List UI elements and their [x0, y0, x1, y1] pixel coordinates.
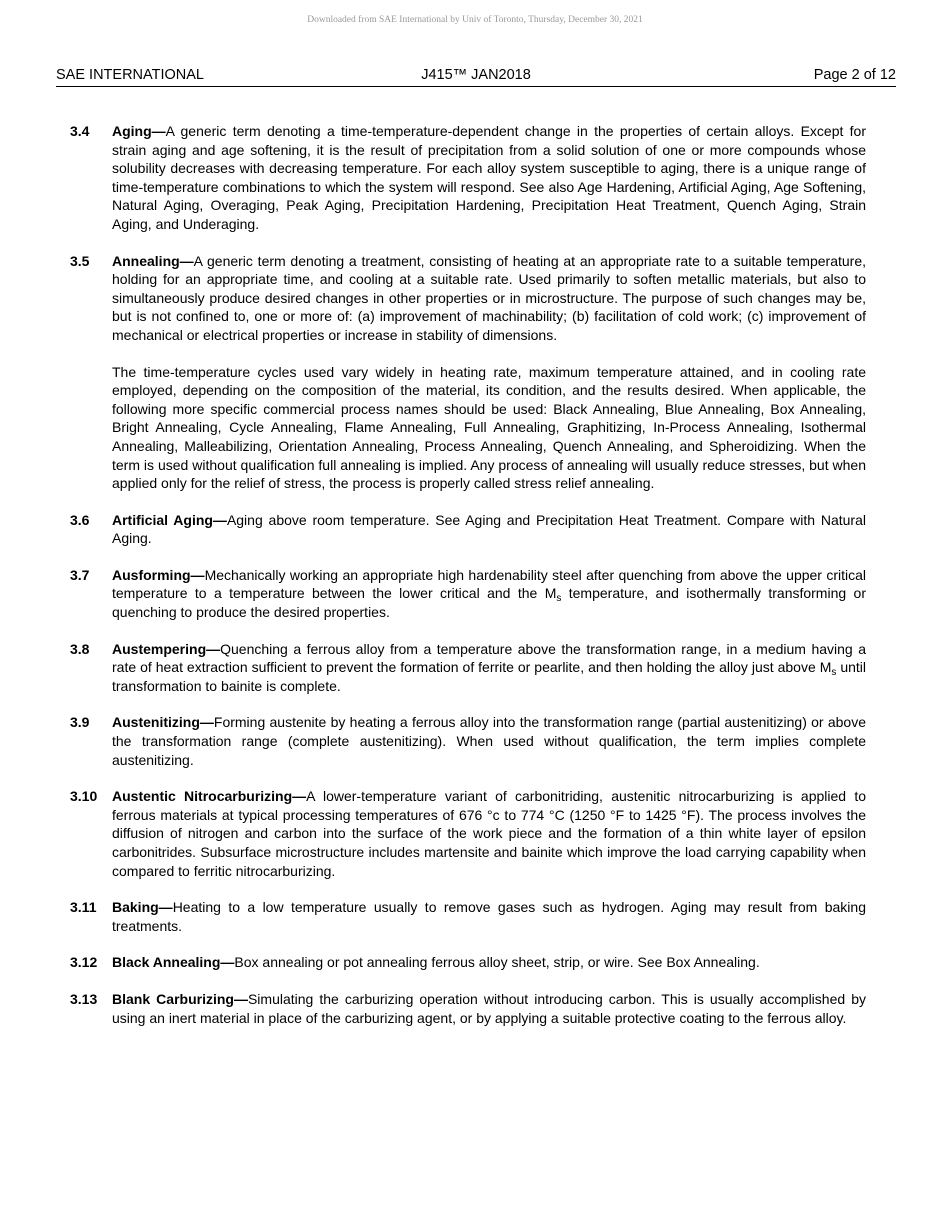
- definition-text: Quenching a ferrous alloy from a temperature above the transformation range, in a medium having a rate of heat extraction sufficient to prevent the formation of ferrite or pearlite, and then holding the alloy just above M: [112, 640, 866, 676]
- definition-paragraph: [112, 511, 866, 548]
- header-page-number: Page 2 of 12: [813, 67, 896, 83]
- definition-paragraph: [112, 990, 866, 1027]
- section-number: 3.4: [70, 123, 90, 139]
- defined-term: Aging—: [112, 123, 166, 139]
- definition-text: Forming austenite by heating a ferrous alloy into the transformation range (partial austenitizing) or above the transformation range (complete austenitizing). When used without qualification, the term implies complete austenitizing.: [112, 714, 866, 768]
- section-number: 3.11: [70, 899, 97, 916]
- definition-text-continued: temperature, and isothermally transforming or quenching to produce the desired properties.: [112, 585, 866, 621]
- defined-term: Austenitizing—: [112, 714, 214, 731]
- section-3-11: [70, 898, 866, 935]
- definition-text: Simulating the carburizing operation without introducing carbon. This is usually accomplished by using an inert material in place of the carburizing agent, or by applying a suitable protective coating to the ferrous alloy.: [112, 990, 866, 1026]
- section-number: 3.9: [70, 714, 90, 731]
- definition-paragraph: [112, 713, 866, 769]
- download-watermark: Downloaded from SAE International by Univ of Toronto, Thursday, December 30, 2021: [307, 15, 643, 25]
- section-number: 3.5: [70, 252, 90, 269]
- definition-text: Aging above room temperature. See Aging and Precipitation Heat Treatment. Compare with Natural Aging.: [112, 511, 866, 547]
- page-header: [56, 66, 896, 87]
- definition-paragraph: [112, 122, 866, 234]
- subscript: s: [556, 593, 562, 605]
- section-3-4: [70, 122, 866, 234]
- definition-paragraph: [112, 640, 866, 696]
- section-number: 3.12: [70, 954, 98, 971]
- definition-text: Mechanically working an appropriate high hardenability steel after quenching from above the upper critical temperature to a temperature between the lower critical and the M: [112, 566, 866, 602]
- section-3-8: [70, 640, 866, 696]
- section-3-10: [70, 787, 866, 880]
- header-organization: SAE INTERNATIONAL: [56, 67, 204, 83]
- definition-text: A lower-temperature variant of carbonitriding, austenitic nitrocarburizing is applied to ferrous materials at typical processing temperatures of 676 °c to 774 °C (1250 °F to 1425 °F). The process involves the diffusion of nitrogen and carbon into the surface of the work piece and the formation of a thin white layer of epsilon carbonitrides. Subsurface microstructure includes martensite and bainite which improve the load carrying capability when compared to ferritic nitrocarburizing.: [112, 788, 866, 879]
- definition-paragraph: [112, 252, 866, 345]
- definition-text: Box annealing or pot annealing ferrous alloy sheet, strip, or wire. See Box Annealing.: [234, 954, 760, 971]
- defined-term: Artificial Aging—: [112, 511, 227, 528]
- section-3-9: [70, 713, 866, 769]
- definition-text: Heating to a low temperature usually to remove gases such as hydrogen. Aging may result from baking treatments.: [112, 899, 866, 934]
- section-3-6: [70, 511, 866, 548]
- definition-paragraph: [112, 953, 866, 972]
- section-number: 3.13: [70, 990, 98, 1007]
- defined-term: Black Annealing—: [112, 954, 235, 971]
- header-document-id: J415™ JAN2018: [421, 67, 531, 83]
- defined-term: Annealing—: [112, 252, 194, 269]
- definition-paragraph-continued: The time-temperature cycles used vary widely in heating rate, maximum temperature attained, and in cooling rate employed, depending on the composition of the material, its condition, and the results desired. When applicable, the following more specific commercial process names should be used: Black Annealing, Blue Annealing, Box Annealing, Bright Annealing, Cycle Annealing, Flame Annealing, Full Annealing, Graphitizing, In-Process Annealing, Isothermal Annealing, Malleabilizing, Orientation Annealing, Process Annealing, Quench Annealing, and Spheroidizing. When the term is used without qualification full annealing is implied. Any process of annealing will usually reduce stresses, but when applied only for the relief of stress, the process is properly called stress relief annealing.: [112, 363, 866, 492]
- section-3-5: [70, 252, 866, 493]
- section-3-12: [70, 953, 866, 972]
- subscript: s: [831, 667, 837, 679]
- defined-term: Ausforming—: [112, 566, 205, 583]
- section-number: 3.10: [70, 788, 98, 805]
- defined-term: Baking—: [112, 899, 173, 916]
- definition-paragraph: [112, 787, 866, 880]
- section-number: 3.6: [70, 511, 90, 528]
- definition-text: A generic term denoting a time-temperature-dependent change in the properties of certain alloys. Except for strain aging and age softening, it is the result of precipitation from a solid solution of one or more compounds whose solubility decreases with decreasing temperature. For each alloy system susceptible to aging, there is a unique range of time-temperature combinations to which the system will respond. See also Age Hardening, Artificial Aging, Age Softening, Natural Aging, Overaging, Peak Aging, Precipitation Hardening, Precipitation Heat Treatment, Quench Aging, Strain Aging, and Underaging.: [112, 123, 866, 232]
- section-3-13: [70, 990, 866, 1027]
- section-number: 3.8: [70, 640, 90, 657]
- defined-term: Austempering—: [112, 640, 221, 657]
- defined-term: Austentic Nitrocarburizing—: [112, 788, 307, 805]
- section-number: 3.7: [70, 566, 90, 583]
- section-3-7: [70, 566, 866, 622]
- definition-text: A generic term denoting a treatment, consisting of heating at an appropriate rate to a suitable temperature, holding for an appropriate time, and cooling at a suitable rate. Used primarily to soften metallic materials, but also to simultaneously produce desired changes in other properties or in microstructure. The purpose of such changes may be, but is not confined to, one or more of: (a) improvement of machinability; (b) facilitation of cold work; (c) improvement of mechanical or electrical properties or increase in stability of dimensions.: [112, 252, 866, 343]
- definition-paragraph: [112, 566, 866, 622]
- document-body: [70, 122, 866, 1045]
- defined-term: Blank Carburizing—: [112, 990, 248, 1007]
- definition-text-continued: until transformation to bainite is complete.: [112, 659, 866, 694]
- definition-paragraph: [112, 898, 866, 935]
